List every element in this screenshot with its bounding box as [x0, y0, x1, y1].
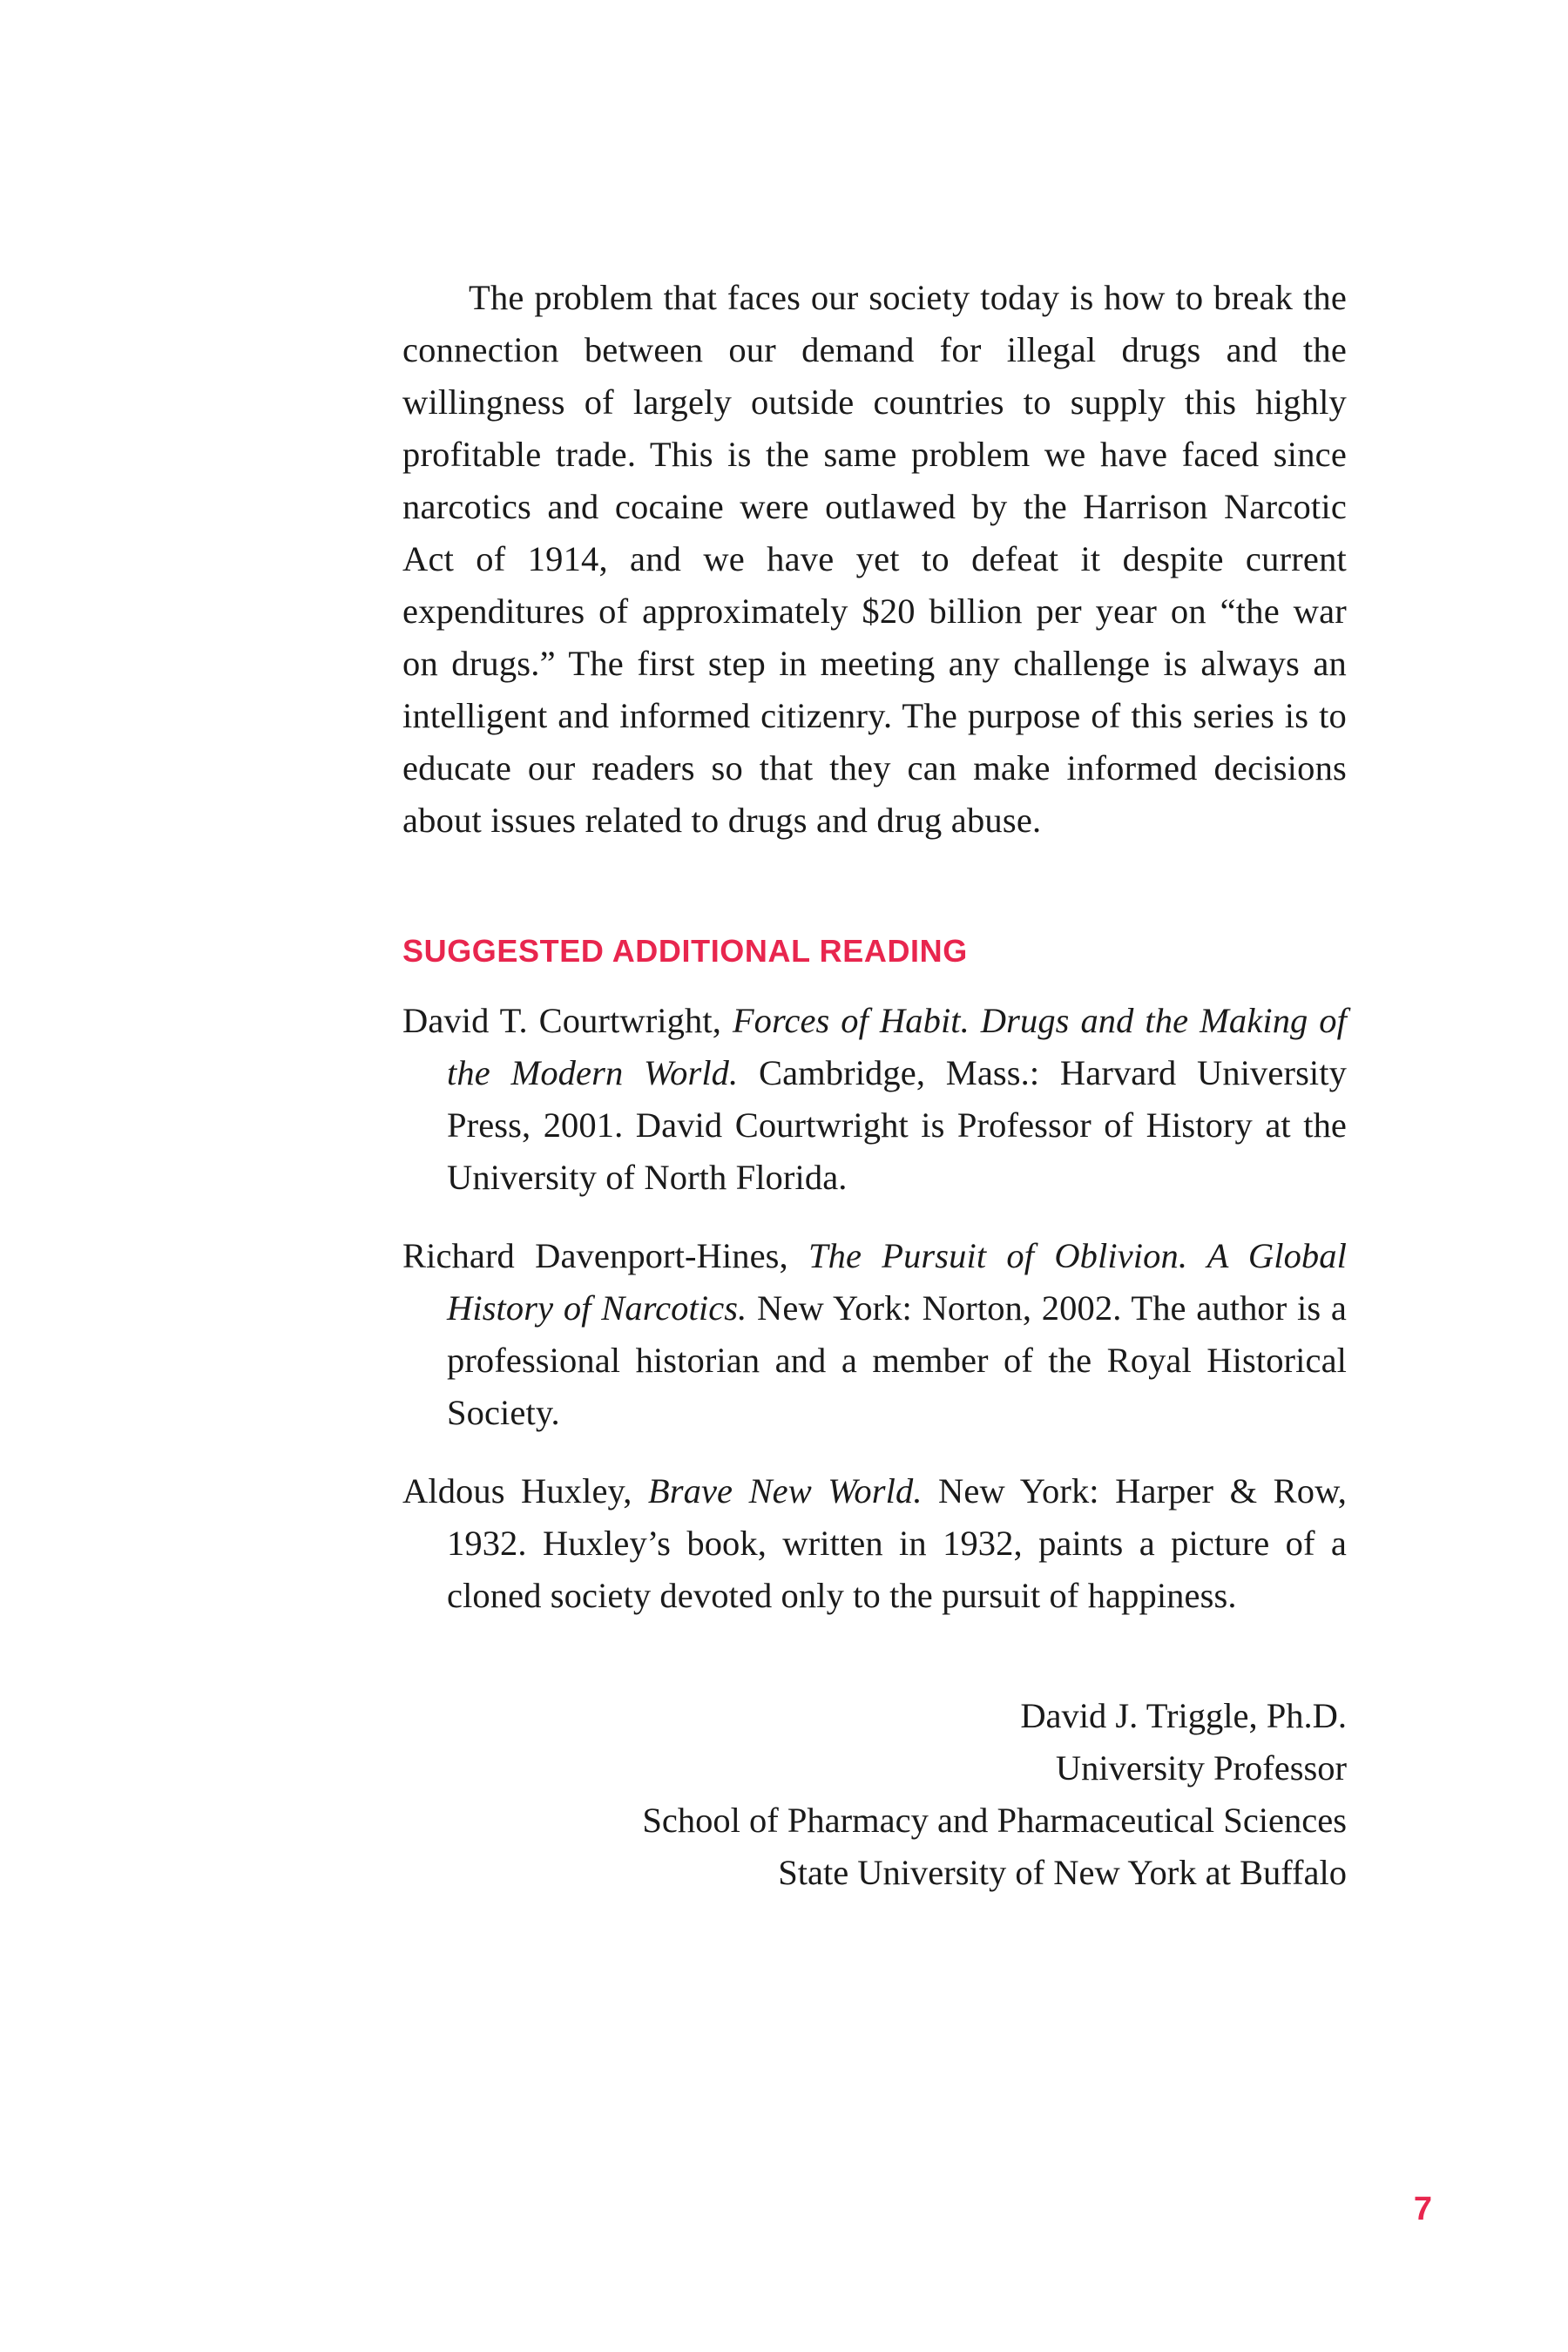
reading-title: Forces of Habit. Drugs and the Making of the Modern World.	[447, 1001, 1347, 1092]
signature-position: University Professor	[1055, 1748, 1347, 1788]
reading-item	[402, 1465, 1347, 1622]
signature-university: State University of New York at Buffalo	[778, 1853, 1347, 1892]
page-content	[402, 272, 1347, 1899]
reading-details: New York: Norton, 2002. The author is a professional historian and a member of the Royal Historical Society.	[447, 1288, 1347, 1432]
section-heading: SUGGESTED ADDITIONAL READING	[402, 933, 968, 969]
reading-details: Cambridge, Mass.: Harvard University Press, 2001. David Courtwright is Professor of History at the University of North Florida.	[447, 1053, 1347, 1197]
signature-block	[402, 1690, 1347, 1899]
reading-details: New York: Harper & Row, 1932. Huxley’s book, written in 1932, paints a picture of a cloned society devoted only to the pursuit of happiness.	[447, 1471, 1348, 1615]
signature-school: School of Pharmacy and Pharmaceutical Sciences	[642, 1801, 1347, 1840]
reading-author: Aldous Huxley,	[402, 1471, 648, 1511]
reading-item	[402, 1230, 1347, 1439]
intro-paragraph: The problem that faces our society today is how to break the connection between our demand for illegal drugs and the willingness of largely outside countries to supply this highly profitable trade. This is the same problem we have faced since narcotics and cocaine were outlawed by the Harrison Narcotic Act of 1914, and we have yet to defeat it despite current expenditures of approximately $20 billion per year on “the war on drugs.” The first step in meeting any challenge is always an intelligent and informed citizenry. The purpose of this series is to educate our readers so that they can make informed decisions about issues related to drugs and drug abuse.	[402, 278, 1347, 840]
reading-title: Brave New World.	[647, 1471, 923, 1511]
reading-author: Richard Davenport-Hines,	[402, 1236, 808, 1275]
reading-author: David T. Courtwright,	[402, 1001, 733, 1040]
reading-title: The Pursuit of Oblivion. A Global History of Narcotics.	[447, 1236, 1347, 1328]
reading-list	[402, 995, 1347, 1622]
reading-item	[402, 995, 1347, 1204]
page-number: 7	[1413, 2191, 1432, 2227]
signature-name: David J. Triggle, Ph.D.	[1020, 1696, 1347, 1735]
